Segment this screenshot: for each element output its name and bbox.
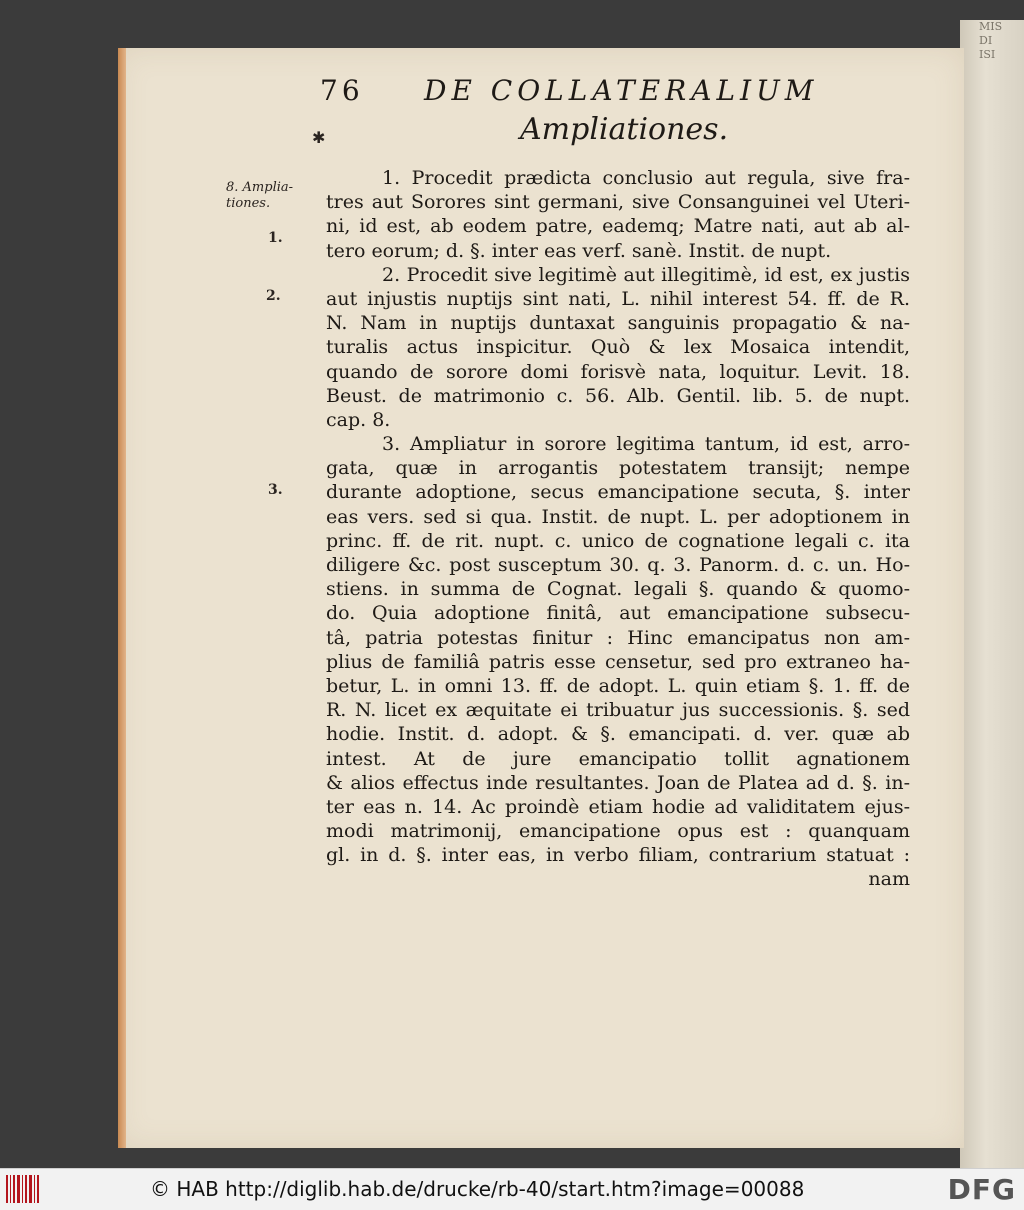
- margin-note-3: 3.: [268, 482, 283, 498]
- text-line: tâ, patria potestas finitur : Hinc emancipatus non am-: [326, 626, 910, 649]
- text-line: N. Nam in nuptijs duntaxat sanguinis propagatio & na-: [326, 312, 910, 335]
- facing-page-edge: [960, 20, 1024, 1168]
- text-line: quando de sorore domi forisvè nata, loquitur. Levit. 18.: [326, 360, 910, 383]
- text-line: Beust. de matrimonio c. 56. Alb. Gentil. lib. 5. de nupt.: [326, 384, 910, 407]
- page-gutter: [118, 48, 126, 1148]
- dfg-logo: DFG: [947, 1173, 1016, 1206]
- text-line: diligere &c. post susceptum 30. q. 3. Panorm. d. c. un. Ho-: [326, 554, 910, 576]
- text-line: ni, id est, ab eodem patre, eademq; Matre nati, aut ab al-: [326, 215, 910, 238]
- text-line: do. Quia adoptione finitâ, aut emancipatione subsecu-: [326, 602, 910, 625]
- hab-logo-icon: [6, 1175, 46, 1203]
- margin-note-2: 2.: [266, 288, 281, 304]
- copyright-link[interactable]: © HAB http://diglib.hab.de/drucke/rb-40/start.htm?image=00088: [150, 1177, 805, 1201]
- text-line: ter eas n. 14. Ac proindè etiam hodie ad validitatem ejus-: [326, 795, 910, 818]
- margin-note-1: 1.: [268, 230, 283, 246]
- viewer-footer: [0, 1168, 1024, 1210]
- section-title: Ampliationes.: [520, 112, 729, 147]
- facing-page-text: MIS DI ISI: [979, 20, 1003, 61]
- running-title: DE COLLATERALIUM: [424, 74, 819, 107]
- text-line: gata, quæ in arrogantis potestatem transijt; nempe: [326, 457, 910, 480]
- text-line: 1. Procedit prædicta conclusio aut regula, sive fra-: [382, 167, 910, 189]
- text-line: princ. ff. de rit. nupt. c. unico de cognatione legali c. ita: [326, 529, 910, 552]
- text-line: tres aut Sorores sint germani, sive Consanguinei vel Uteri-: [326, 191, 910, 214]
- text-line: turalis actus inspicitur. Quò & lex Mosaica intendit,: [326, 336, 910, 359]
- text-line: plius de familiâ patris esse censetur, sed pro extraneo ha-: [326, 650, 910, 673]
- catchword: nam: [868, 868, 910, 891]
- text-line: 3. Ampliatur in sorore legitima tantum, id est, arro-: [382, 433, 910, 456]
- text-line: betur, L. in omni 13. ff. de adopt. L. quin etiam §. 1. ff. de: [326, 674, 910, 697]
- text-line: aut injustis nuptijs sint nati, L. nihil interest 54. ff. de R.: [326, 287, 910, 310]
- body-text: [326, 166, 910, 892]
- text-line: durante adoptione, secus emancipatione secuta, §. inter: [326, 481, 910, 504]
- text-line: modi matrimonij, emancipatione opus est : quanquam: [326, 820, 910, 843]
- page-number: 76: [320, 74, 364, 107]
- text-line: cap. 8.: [326, 408, 391, 431]
- text-line: & alios effectus inde resultantes. Joan de Platea ad d. §. in-: [326, 771, 910, 794]
- text-line: R. N. licet ex æquitate ei tribuatur jus successionis. §. sed: [326, 699, 910, 722]
- text-line: 2. Procedit sive legitimè aut illegitimè, id est, ex justis: [382, 263, 910, 286]
- running-head: [320, 74, 920, 114]
- text-line: hodie. Instit. d. adopt. & §. emancipati. d. ver. quæ ab: [326, 723, 910, 746]
- text-line: tero eorum; d. §. inter eas verf. sanè. Instit. de nupt.: [326, 239, 832, 262]
- margin-note-ampliationes: 8. Amplia- tiones.: [226, 180, 294, 211]
- text-line: intest. At de jure emancipatio tollit agnationem: [326, 747, 910, 770]
- text-line: eas vers. sed si qua. Instit. de nupt. L. per adoptionem in: [326, 505, 910, 528]
- asterisk-mark: ✱: [312, 128, 326, 147]
- text-line: stiens. in summa de Cognat. legali §. quando & quomo-: [326, 578, 910, 601]
- text-line: gl. in d. §. inter eas, in verbo filiam, contrarium statuat :: [326, 844, 910, 867]
